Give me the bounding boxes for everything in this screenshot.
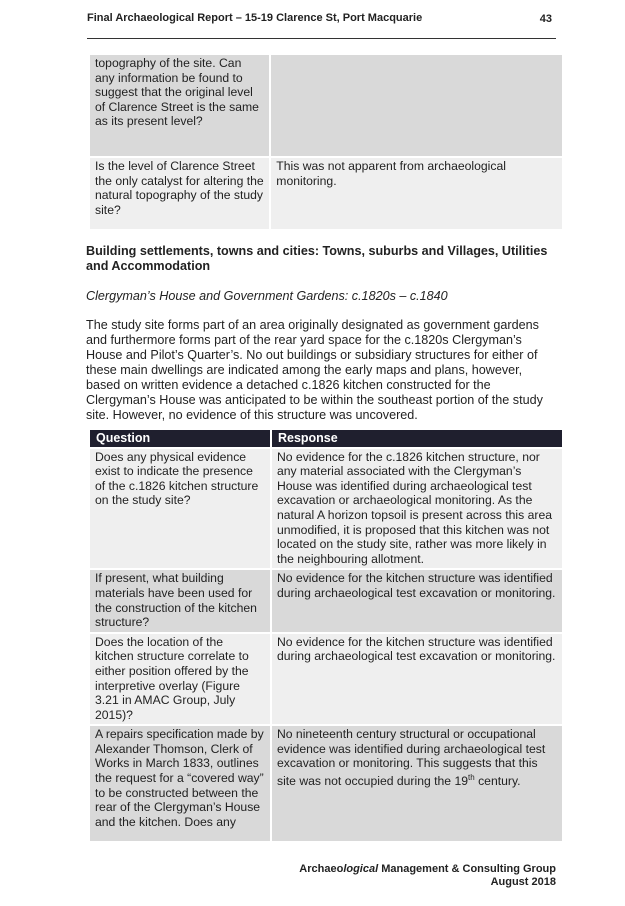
table-row <box>90 449 562 569</box>
response-cell: This was not apparent from archaeological monitoring. <box>271 158 562 229</box>
page-header <box>87 12 556 39</box>
column-header-response: Response <box>272 430 562 447</box>
table-row <box>90 55 562 156</box>
question-cell: Does the location of the kitchen structure correlate to either position offered by the interpretive overlay (Figure 3.21 in AMAC Group, July 2015)? <box>90 634 270 725</box>
research-questions-table-continued <box>88 53 564 231</box>
column-header-question: Question <box>90 430 270 447</box>
page-number: 43 <box>539 13 552 25</box>
table-row <box>90 726 562 841</box>
page-footer <box>299 863 556 889</box>
table-row <box>90 634 562 725</box>
organisation-name <box>299 863 556 876</box>
report-date: August 2018 <box>490 876 556 888</box>
section-subheading: Clergyman’s House and Government Gardens: c.1820s – c.1840 <box>86 289 448 303</box>
question-cell: A repairs specification made by Alexander Thomson, Clerk of Works in March 1833, outlines the request for a “covered way” to be constructed between the rear of the Clergyman’s House and the kitchen. Does any <box>90 726 270 841</box>
response-cell <box>271 55 562 156</box>
response-text-end: century. <box>474 774 521 789</box>
ordinal-suffix: th <box>468 773 475 783</box>
org-name-italic: logical <box>343 863 379 875</box>
response-cell <box>272 726 562 841</box>
section-paragraph: The study site forms part of an area originally designated as government gardens and furthermore forms part of the rear yard space for the c.1820s Clergyman’s House and Pilot’s Quarter’s. No out buildings or subsidiary structures for either of these main dwellings are indicated among the early maps and plans, however, based on written evidence a detached c.1826 kitchen constructed for the Clergyman’s House was anticipated to be within the southeast portion of the study site. However, no evidence of this structure was uncovered. <box>86 318 543 422</box>
response-cell: No evidence for the c.1826 kitchen structure, nor any material associated with the Clergyman’s House was identified during archaeological test excavation or archaeological monitoring. As the natural A horizon topsoil is present across this area unmodified, it is proposed that this kitchen was not located on the study site, rather was more likely in the neighbouring allotment. <box>272 449 562 569</box>
section-heading: Building settlements, towns and cities: Towns, suburbs and Villages, Utilities and Accommodation <box>86 244 548 273</box>
response-text: No nineteenth century structural or occupational evidence was identified during archaeological test excavation or monitoring. This suggests that this site was not occupied during the 19 <box>276 727 546 789</box>
table-header-row <box>90 430 562 447</box>
question-cell: topography of the site. Can any information be found to suggest that the original level of Clarence Street is the same as its present level? <box>90 55 269 156</box>
org-name-part1: Archaeo <box>299 863 344 875</box>
org-name-part2: Management & Consulting Group <box>378 863 556 875</box>
response-cell: No evidence for the kitchen structure was identified during archaeological test excavation or monitoring. <box>272 634 562 725</box>
report-title: Final Archaeological Report – 15-19 Clarence St, Port Macquarie <box>87 12 423 24</box>
question-cell: If present, what building materials have been used for the construction of the kitchen structure? <box>90 570 270 631</box>
question-cell: Is the level of Clarence Street the only catalyst for altering the natural topography of the study site? <box>90 158 269 229</box>
response-cell: No evidence for the kitchen structure was identified during archaeological test excavation or monitoring. <box>272 570 562 631</box>
research-questions-table <box>88 428 564 843</box>
question-cell: Does any physical evidence exist to indicate the presence of the c.1826 kitchen structure on the study site? <box>90 449 270 569</box>
table-row <box>90 158 562 229</box>
table-row <box>90 570 562 631</box>
